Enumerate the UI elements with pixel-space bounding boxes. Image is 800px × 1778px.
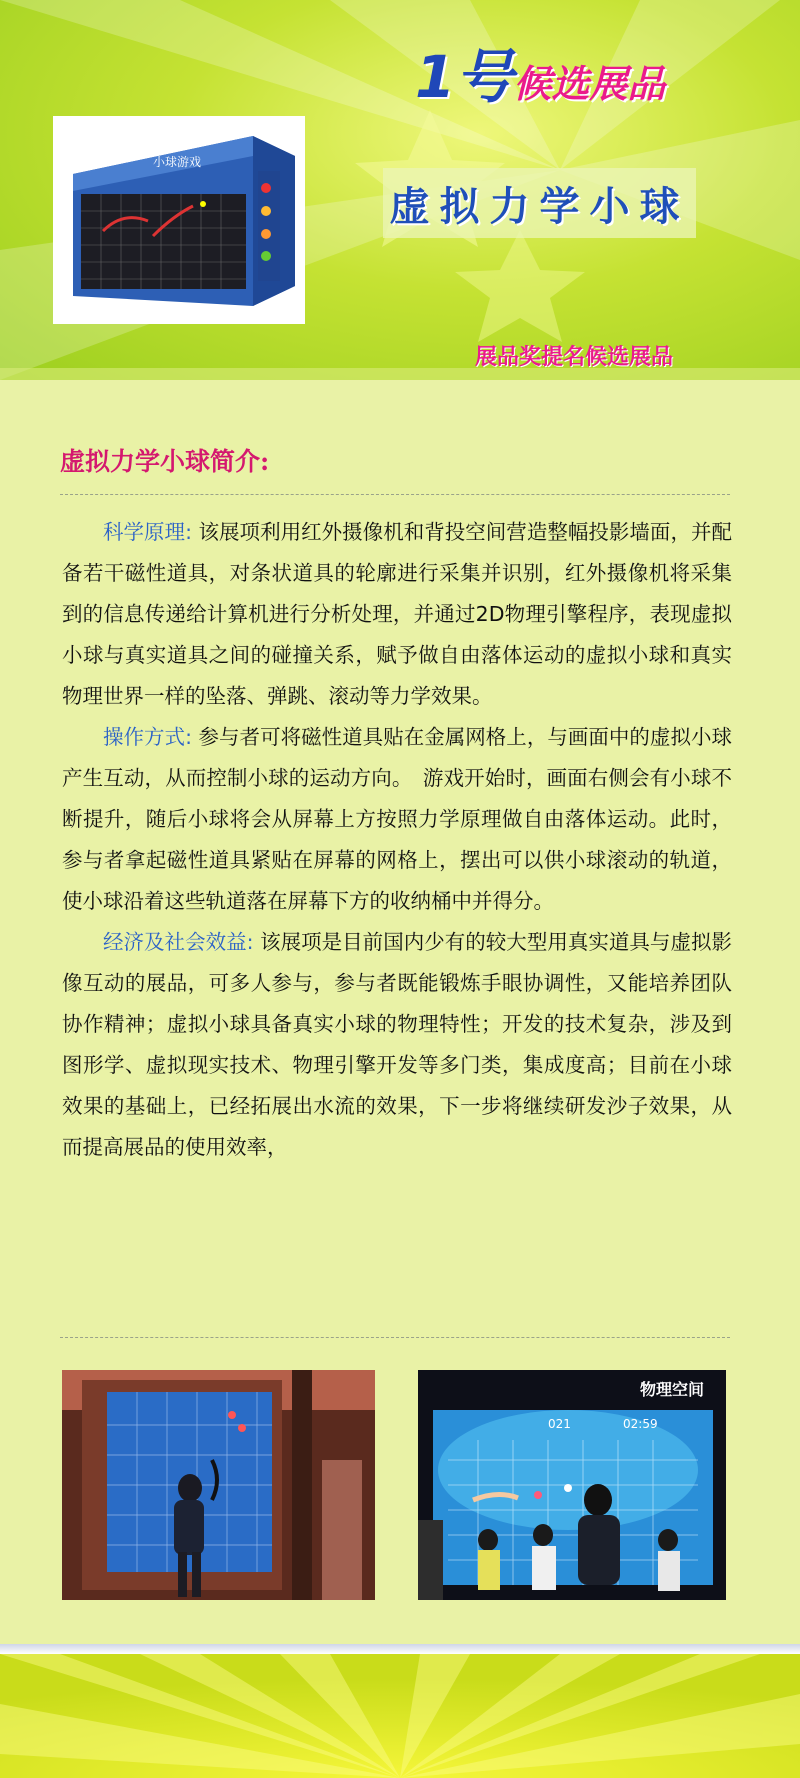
paragraph-principle (62, 512, 732, 717)
text-benefits: 该展项是目前国内少有的较大型用真实道具与虚拟影像互动的展品，可多人参与，参与者既能锻炼手眼协调性，又能培养团队协作精神；虚拟小球具备真实小球的物理特性；开发的技术复杂，涉及到图形学、虚拟现实技术、物理引擎开发等多门类，集成度高；目前在小球效果的基础上，已经拓展出水流的效果，下一步将继续研发沙子效果，从而提高展品的使用效率， (62, 930, 732, 1159)
paragraph-benefits (62, 922, 732, 1168)
intro-body (62, 512, 732, 1168)
label-benefits: 经济及社会效益: (103, 930, 254, 954)
award-nomination-text: 展品奖提名候选展品 (475, 345, 674, 370)
photo-caption-physics-space: 物理空间 (640, 1380, 705, 1399)
cabinet-screen-label: 小球游戏 (153, 155, 202, 169)
photo-score-left: 021 (548, 1417, 571, 1431)
text-principle: 该展项利用红外摄像机和背投空间营造整幅投影墙面，并配备若干磁性道具，对条状道具的轮廓进行采集并识别，红外摄像机将采集到的信息传递给计算机进行分析处理，并通过2D物理引擎程序，表现虚拟小球与真实道具之间的碰撞关系，赋予做自由落体运动的虚拟小球和真实物理世界一样的坠落、弹跳、滚动等力学效果。 (62, 520, 732, 708)
bottom-divider (60, 1337, 730, 1338)
exhibit-title: 虚拟力学小球 (389, 183, 690, 230)
badge-number: 1号 (415, 43, 514, 111)
photo-score-right: 02:59 (623, 1417, 658, 1431)
section-title: 虚拟力学小球简介: (60, 447, 270, 476)
header-banner (0, 0, 800, 380)
candidate-badge (415, 30, 666, 111)
label-principle: 科学原理: (103, 520, 192, 544)
top-divider (60, 494, 730, 495)
bottom-decorative-band (0, 1644, 800, 1778)
exhibit-cabinet-photo (53, 116, 305, 324)
paragraph-operation (62, 717, 732, 922)
text-operation: 参与者可将磁性道具贴在金属网格上，与画面中的虚拟小球产生互动，从而控制小球的运动方向。 游戏开始时，画面右侧会有小球不断提升，随后小球将会从屏幕上方按照力学原理做自由落体运动。此时，参与者拿起磁性道具紧贴在屏幕的网格上，摆出可以供小球滚动的轨道，使小球沿着这些轨道落在屏幕下方的收纳桶中并得分。 (62, 725, 732, 913)
badge-text: 候选展品 (513, 62, 666, 106)
label-operation: 操作方式: (103, 725, 192, 749)
photo-child-playing (62, 1370, 375, 1600)
exhibit-title-box (383, 168, 696, 238)
photo-group-playing (418, 1370, 726, 1600)
